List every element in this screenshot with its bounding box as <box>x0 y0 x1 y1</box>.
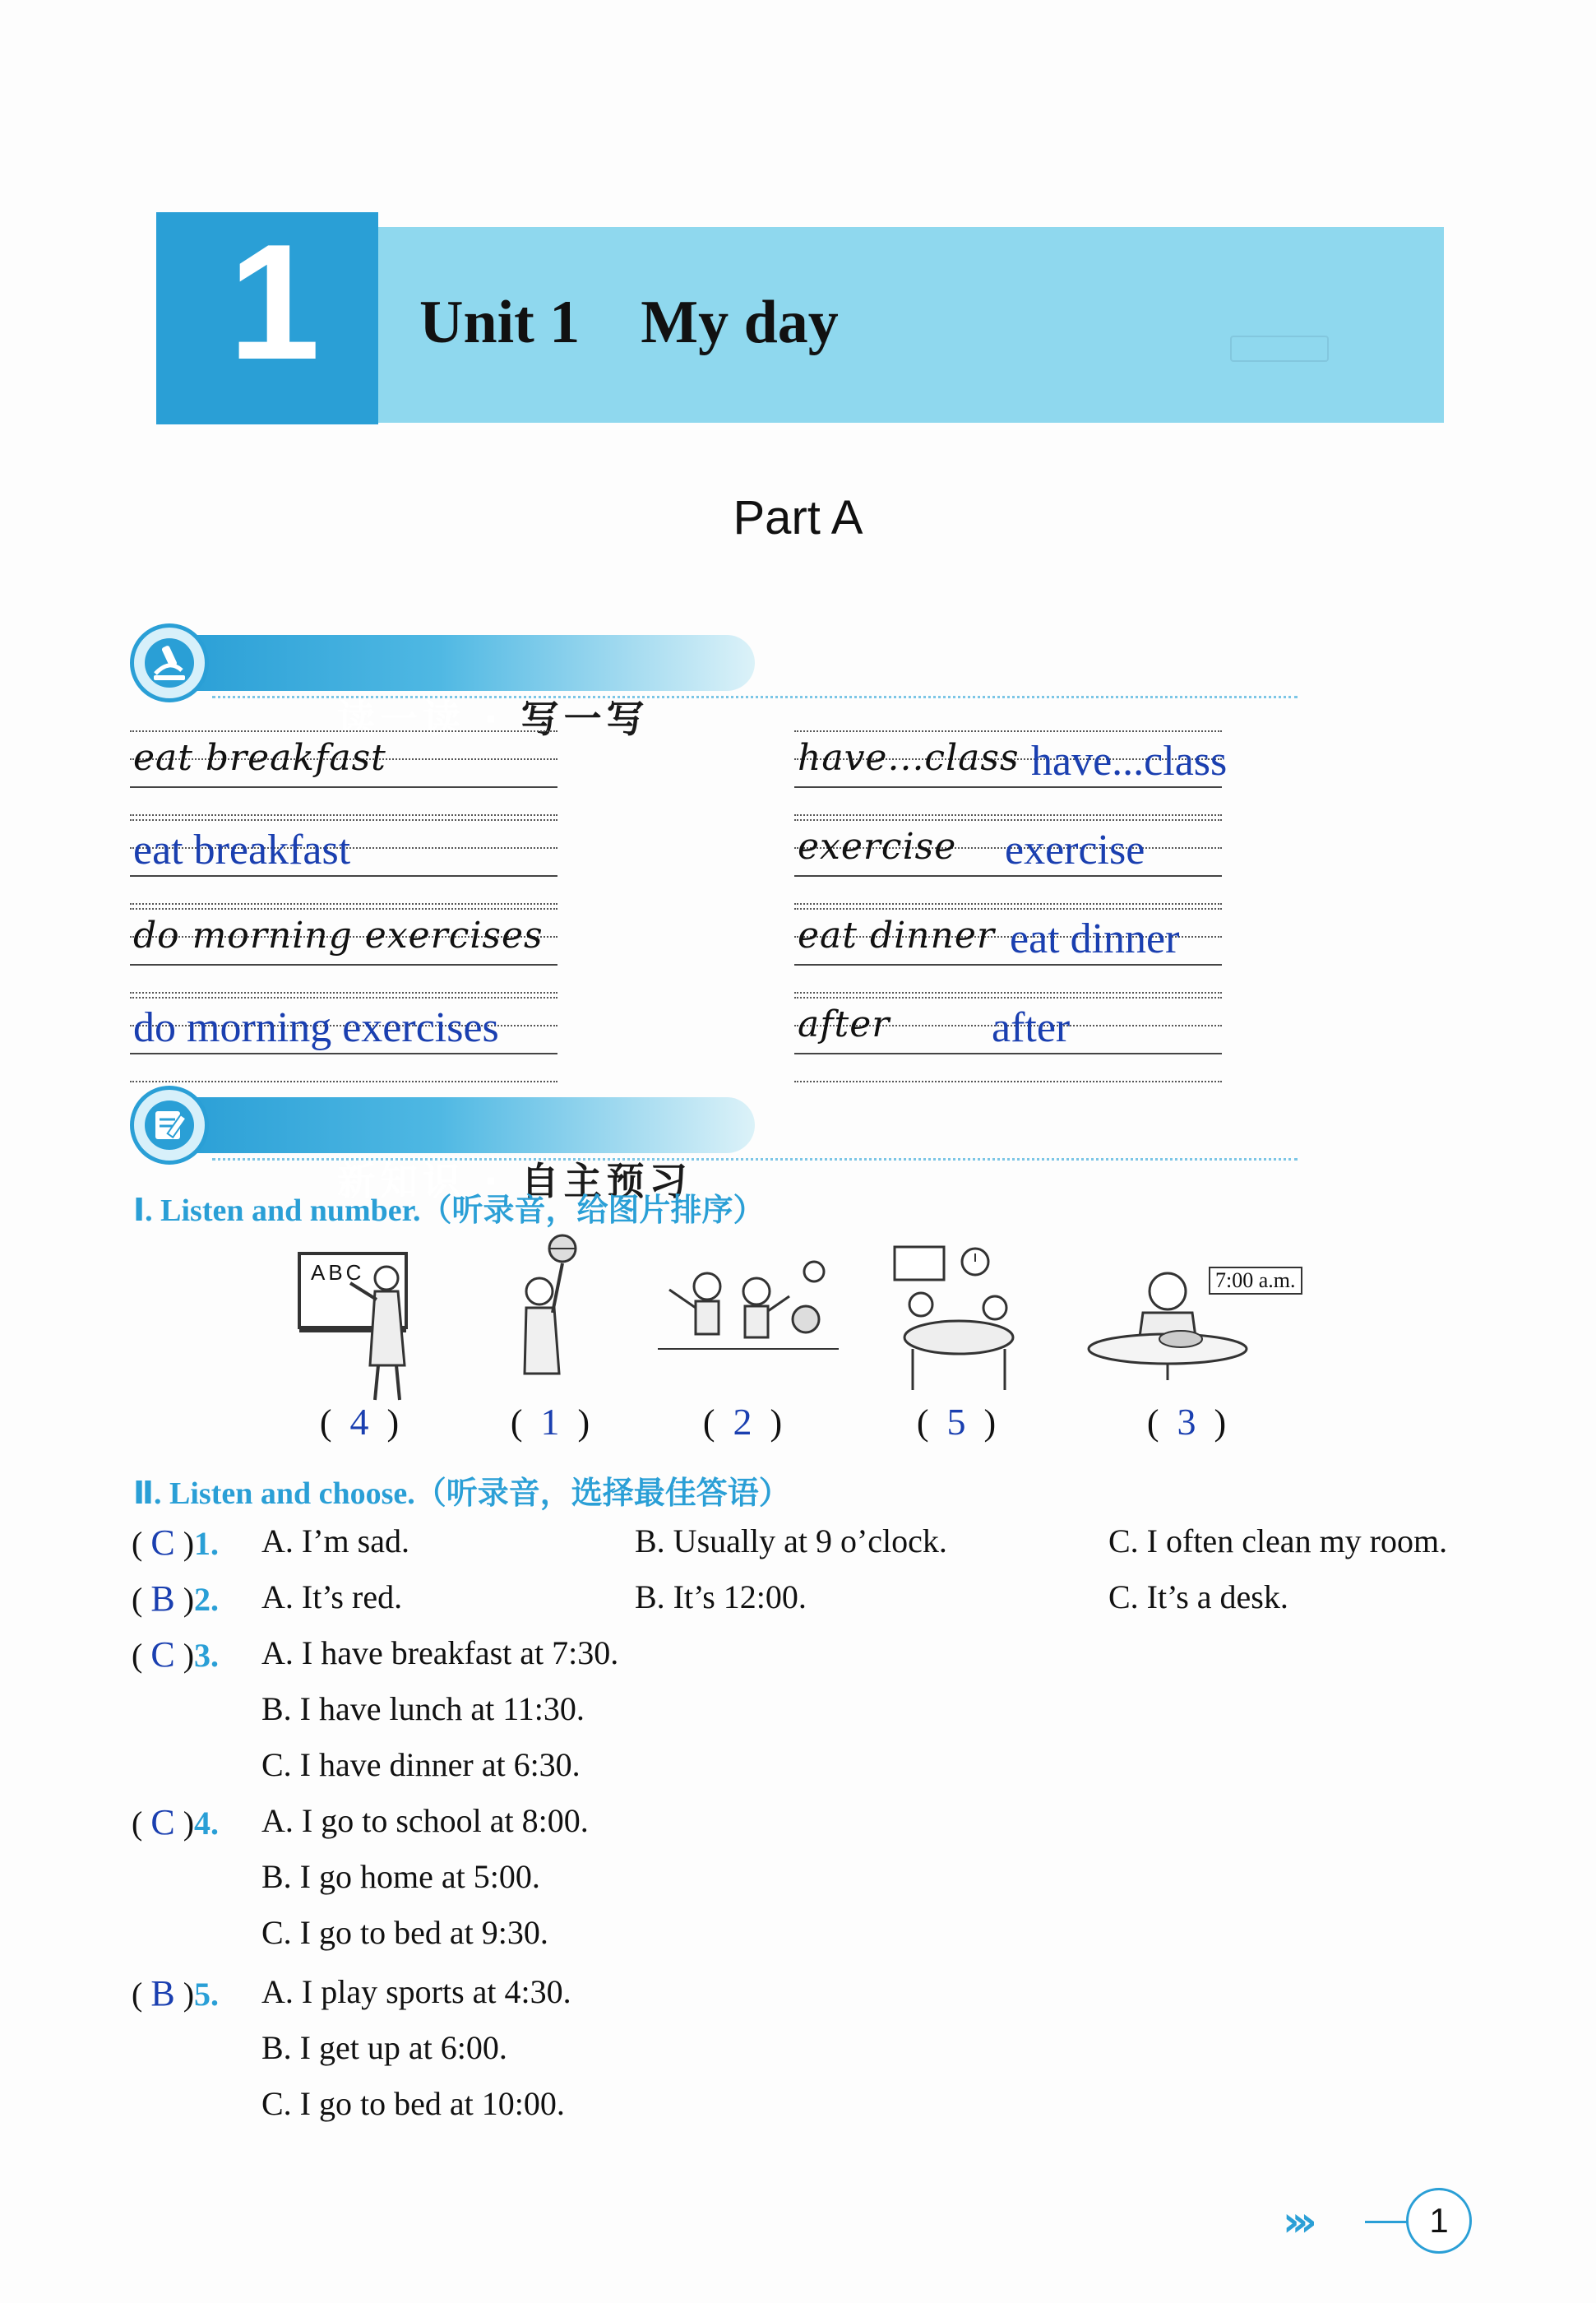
handwriting-model: do morning exercises <box>133 915 544 957</box>
basketball-player-icon <box>508 1234 599 1406</box>
option-c: C. It’s a desk. <box>1108 1578 1288 1615</box>
option-b: B. It’s 12:00. <box>635 1578 807 1615</box>
option-a: A. I have breakfast at 7:30. <box>261 1634 619 1671</box>
unit-number: 1 <box>229 212 321 394</box>
blackboard-text: ABC <box>311 1260 365 1285</box>
part-title: Part A <box>733 491 863 544</box>
question-row: ( C )1. <box>132 1522 220 1563</box>
writing-line[interactable] <box>794 730 1228 816</box>
choice-answer[interactable]: C <box>150 1802 175 1842</box>
question-number: 1. <box>194 1525 220 1562</box>
family-dinner-icon <box>888 1242 1036 1415</box>
handwriting-model: have...class <box>798 737 1020 779</box>
section-title-part-b: 写一写 <box>520 697 650 741</box>
teacher-blackboard-icon <box>296 1242 428 1415</box>
section-title-part-b: 自主预习 <box>520 1159 692 1203</box>
question-row: ( C )3. <box>132 1634 220 1675</box>
question-number: 5. <box>194 1976 220 2013</box>
choice-answer[interactable]: C <box>150 1522 175 1563</box>
section-title <box>229 1097 692 1203</box>
handwriting-answer: do morning exercises <box>133 1004 499 1051</box>
option-c: C. I go to bed at 10:00. <box>261 2085 565 2122</box>
answer-bracket[interactable]: ( 4 ) <box>319 1401 400 1443</box>
answer-number: 3 <box>1177 1401 1196 1443</box>
handwriting-answer: after <box>992 1004 1071 1051</box>
option-a: A. I go to school at 8:00. <box>261 1802 589 1839</box>
handwriting-answer: eat dinner <box>1010 915 1180 962</box>
section-title-separator: · <box>465 1159 521 1203</box>
exercise-title: Ⅰ. Listen and number.（听录音，给图片排序） <box>133 1193 765 1228</box>
section-title-part-a: 读一读 <box>337 697 466 741</box>
answer-bracket[interactable]: ( 2 ) <box>702 1401 783 1443</box>
writing-line[interactable] <box>130 819 557 905</box>
question-number: 2. <box>194 1581 220 1618</box>
unit-title: Unit 1 My day <box>419 289 839 356</box>
section-divider <box>212 696 1298 698</box>
option-b: B. I go home at 5:00. <box>261 1858 540 1895</box>
choice-answer[interactable]: B <box>150 1973 175 2013</box>
option-b: B. I get up at 6:00. <box>261 2029 507 2066</box>
writing-line[interactable] <box>130 997 557 1082</box>
pencil-note-icon <box>130 1086 209 1165</box>
section-divider <box>212 1158 1298 1161</box>
section-title <box>229 635 650 741</box>
answer-bracket[interactable]: ( 1 ) <box>510 1401 590 1443</box>
writing-line[interactable] <box>794 908 1222 994</box>
option-a: A. I play sports at 4:30. <box>261 1973 571 2010</box>
answer-number: 4 <box>349 1401 369 1443</box>
question-number: 3. <box>194 1637 220 1674</box>
option-a: A. I’m sad. <box>261 1522 409 1559</box>
answer-number: 2 <box>733 1401 752 1443</box>
chevrons-right-icon: ››› <box>1283 2198 1309 2245</box>
clock-label: 7:00 a.m. <box>1209 1267 1302 1295</box>
handwriting-model: eat breakfast <box>133 737 386 779</box>
unit-banner <box>156 212 1444 424</box>
question-row: ( C )4. <box>132 1802 220 1842</box>
page-number: 1 <box>1406 2188 1472 2254</box>
question-row: ( B )2. <box>132 1578 220 1619</box>
section-title-separator: · <box>465 697 521 741</box>
writing-line[interactable] <box>794 819 1222 905</box>
answer-bracket[interactable]: ( 5 ) <box>916 1401 997 1443</box>
question-row: ( B )5. <box>132 1973 220 2013</box>
microscope-icon <box>130 623 209 702</box>
section-title-part-a: 新知识 <box>337 1159 466 1203</box>
handwriting-answer: eat breakfast <box>133 827 351 873</box>
handwriting-model: eat dinner <box>798 915 995 957</box>
kids-morning-exercise-icon <box>658 1250 839 1423</box>
banner-decoration <box>1230 336 1329 362</box>
option-c: C. I go to bed at 9:30. <box>261 1914 548 1951</box>
section-header-read-write <box>130 623 1298 741</box>
exercise-title: Ⅱ. Listen and choose.（听录音，选择最佳答语） <box>133 1476 790 1511</box>
writing-line[interactable] <box>130 730 557 816</box>
answer-number: 5 <box>946 1401 966 1443</box>
handwriting-model: after <box>798 1003 891 1045</box>
answer-number: 1 <box>540 1401 560 1443</box>
question-number: 4. <box>194 1805 220 1842</box>
option-c: C. I have dinner at 6:30. <box>261 1746 581 1783</box>
choice-answer[interactable]: B <box>150 1578 175 1619</box>
option-b: B. I have lunch at 11:30. <box>261 1690 585 1727</box>
answer-bracket[interactable]: ( 3 ) <box>1146 1401 1227 1443</box>
unit-number-box <box>156 212 378 424</box>
writing-line[interactable] <box>130 908 557 994</box>
handwriting-answer: exercise <box>1005 827 1145 873</box>
option-c: C. I often clean my room. <box>1108 1522 1448 1559</box>
writing-line[interactable] <box>794 997 1222 1082</box>
handwriting-model: exercise <box>798 826 957 868</box>
section-header-preview <box>130 1086 1298 1203</box>
option-b: B. Usually at 9 o’clock. <box>635 1522 947 1559</box>
option-a: A. It’s red. <box>261 1578 403 1615</box>
choice-answer[interactable]: C <box>150 1634 175 1675</box>
handwriting-answer: have...class <box>1031 738 1228 785</box>
